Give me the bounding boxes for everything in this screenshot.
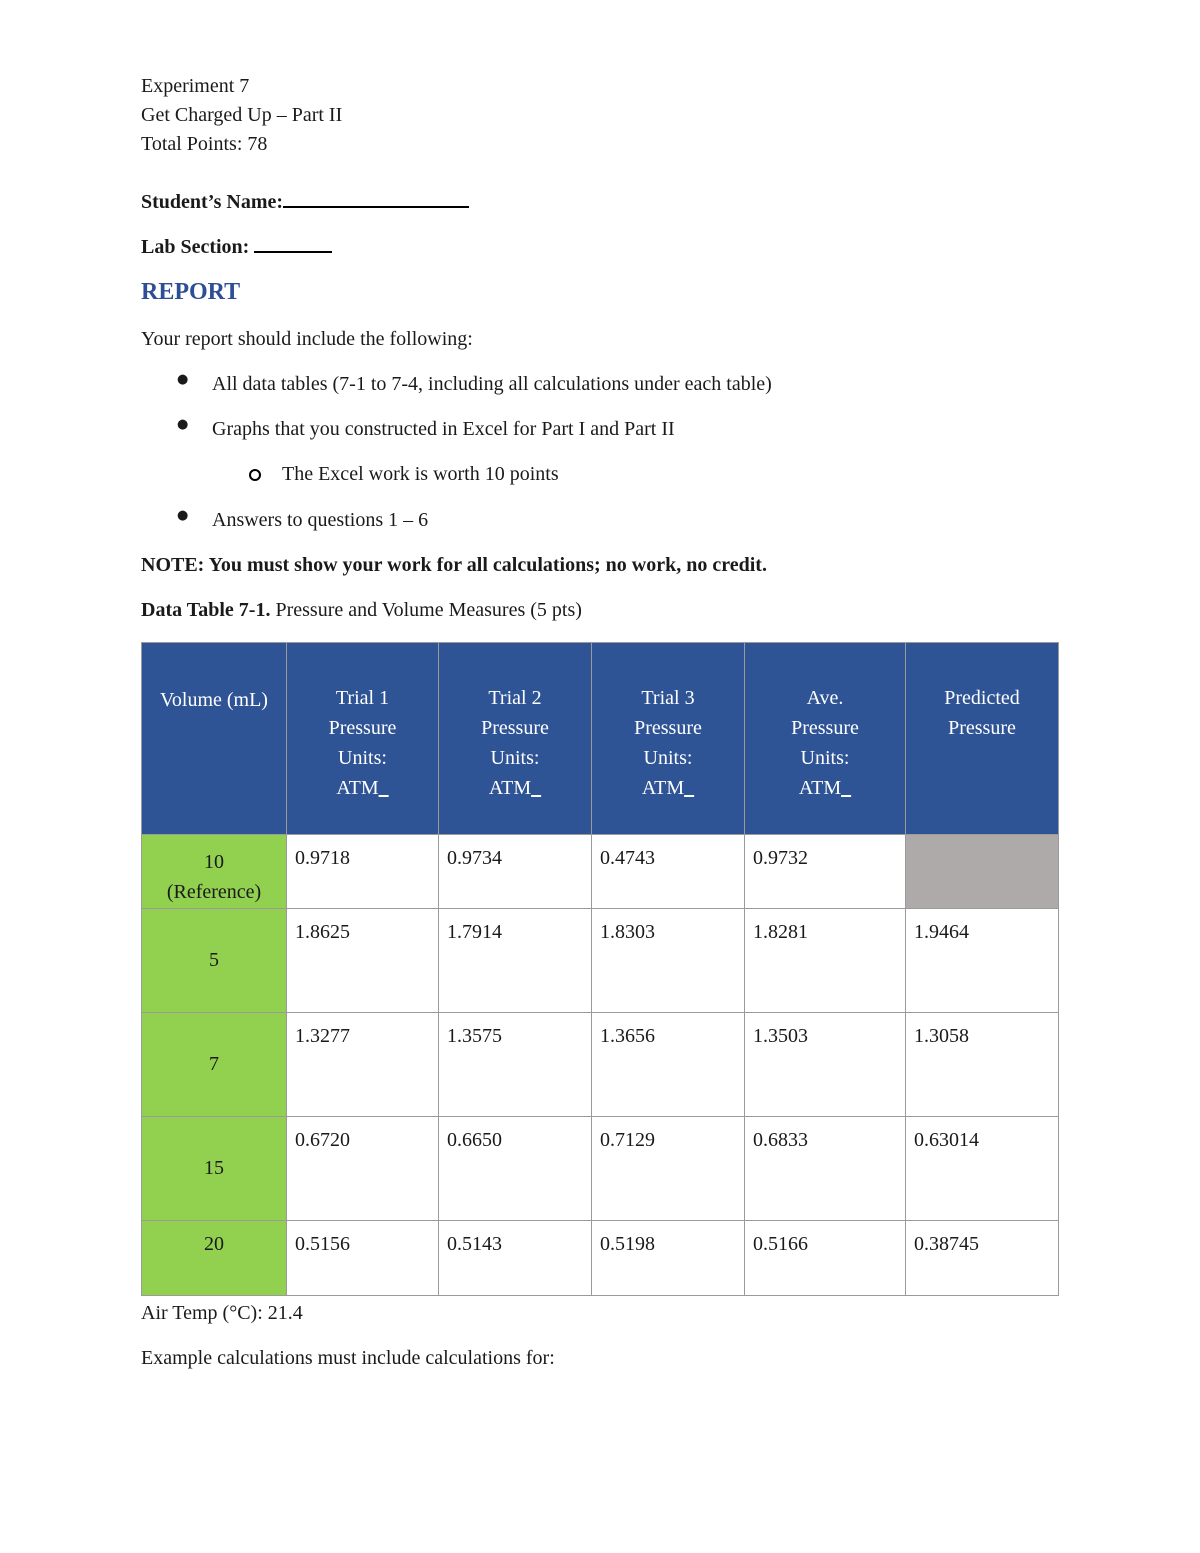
student-name-label: Student’s Name: — [141, 191, 284, 213]
trial-1-cell: 0.9718 — [287, 835, 439, 909]
table-row — [142, 1117, 1059, 1221]
header-line: Trial 3 — [641, 687, 695, 709]
header-line: Units: — [490, 747, 540, 769]
header-line: Units: — [643, 747, 693, 769]
header-line: Pressure — [791, 717, 859, 739]
header-trial-2 — [439, 643, 592, 835]
total-points: Total Points: 78 — [141, 133, 268, 155]
header-average — [745, 643, 906, 835]
volume-note: (Reference) — [166, 881, 262, 903]
volume-cell — [142, 835, 287, 909]
predicted-cell: 0.63014 — [906, 1117, 1059, 1221]
volume-value: 10 — [204, 851, 224, 873]
student-name-row — [141, 190, 469, 214]
trial-3-cell: 1.8303 — [592, 909, 745, 1013]
predicted-cell: 1.9464 — [906, 909, 1059, 1013]
predicted-cell: 1.3058 — [906, 1013, 1059, 1117]
header-line: Pressure — [328, 717, 397, 739]
units-blank — [379, 777, 389, 799]
trial-1-cell: 0.6720 — [287, 1117, 439, 1221]
header-units: ATM — [745, 773, 905, 803]
trial-3-cell: 0.7129 — [592, 1117, 745, 1221]
table-row — [142, 909, 1059, 1013]
table-row — [142, 1013, 1059, 1117]
bullet-item: Answers to questions 1 – 6 — [212, 509, 429, 531]
average-cell: 1.8281 — [745, 909, 906, 1013]
units-blank — [531, 777, 541, 799]
bullet-icon: ● — [177, 372, 189, 387]
lab-section-label: Lab Section: — [141, 236, 250, 258]
report-heading: REPORT — [141, 279, 241, 305]
table-header-row — [142, 643, 1059, 835]
volume-cell: 15 — [142, 1117, 287, 1221]
report-intro: Your report should include the following: — [141, 328, 473, 350]
trial-3-cell: 1.3656 — [592, 1013, 745, 1117]
circle-bullet-icon — [249, 469, 261, 481]
average-cell: 1.3503 — [745, 1013, 906, 1117]
table-caption-label: Data Table 7-1. — [141, 599, 271, 621]
lab-section-blank[interactable] — [254, 237, 332, 253]
header-line: Pressure — [634, 717, 702, 739]
trial-3-cell: 0.4743 — [592, 835, 745, 909]
header-units: ATM — [439, 773, 591, 803]
header-trial-1 — [287, 643, 439, 835]
header-units: ATM — [287, 773, 438, 803]
bullet-item: All data tables (7-1 to 7-4, including all calculations under each table) — [212, 373, 772, 395]
experiment-title: Get Charged Up – Part II — [141, 104, 343, 126]
header-line: Pressure — [481, 717, 549, 739]
header-line: Ave. — [806, 687, 844, 709]
table-caption-text: Pressure and Volume Measures (5 pts) — [270, 599, 582, 621]
table-row — [142, 835, 1059, 909]
note-text: NOTE: You must show your work for all calculations; no work, no credit. — [141, 554, 767, 576]
trial-3-cell: 0.5198 — [592, 1221, 745, 1296]
trial-1-cell: 1.8625 — [287, 909, 439, 1013]
table-row — [142, 1221, 1059, 1296]
lab-section-row — [141, 235, 332, 259]
volume-cell: 5 — [142, 909, 287, 1013]
units-blank — [841, 777, 851, 799]
header-units: ATM — [592, 773, 744, 803]
header-line: Predicted — [944, 687, 1020, 709]
trial-1-cell: 0.5156 — [287, 1221, 439, 1296]
header-volume — [142, 643, 287, 835]
header-volume-label: Volume (mL) — [160, 689, 268, 711]
trial-2-cell: 0.9734 — [439, 835, 592, 909]
trial-1-cell: 1.3277 — [287, 1013, 439, 1117]
trial-2-cell: 1.7914 — [439, 909, 592, 1013]
average-cell: 0.6833 — [745, 1117, 906, 1221]
average-cell: 0.9732 — [745, 835, 906, 909]
predicted-cell: 0.38745 — [906, 1221, 1059, 1296]
bullet-item: Graphs that you constructed in Excel for Part I and Part II — [212, 418, 675, 440]
volume-cell: 7 — [142, 1013, 287, 1117]
trial-2-cell: 0.6650 — [439, 1117, 592, 1221]
volume-cell: 20 — [142, 1221, 287, 1296]
header-line: Units: — [800, 747, 850, 769]
bullet-icon: ● — [177, 417, 189, 432]
header-trial-3 — [592, 643, 745, 835]
header-line: Units: — [338, 747, 387, 769]
sub-bullet-item: The Excel work is worth 10 points — [282, 463, 559, 485]
example-calc-text: Example calculations must include calculations for: — [141, 1347, 555, 1369]
header-line: Pressure — [948, 717, 1016, 739]
predicted-cell-blank — [906, 835, 1059, 909]
student-name-blank[interactable] — [283, 192, 469, 208]
header-line: Trial 1 — [335, 687, 390, 709]
air-temp: Air Temp (°C): 21.4 — [141, 1302, 303, 1324]
table-caption — [141, 598, 582, 622]
experiment-number: Experiment 7 — [141, 75, 250, 97]
trial-2-cell: 0.5143 — [439, 1221, 592, 1296]
header-line: Trial 2 — [488, 687, 542, 709]
trial-2-cell: 1.3575 — [439, 1013, 592, 1117]
units-blank — [684, 777, 694, 799]
header-predicted — [906, 643, 1059, 835]
data-table — [141, 642, 1059, 1296]
average-cell: 0.5166 — [745, 1221, 906, 1296]
bullet-icon: ● — [177, 508, 189, 523]
